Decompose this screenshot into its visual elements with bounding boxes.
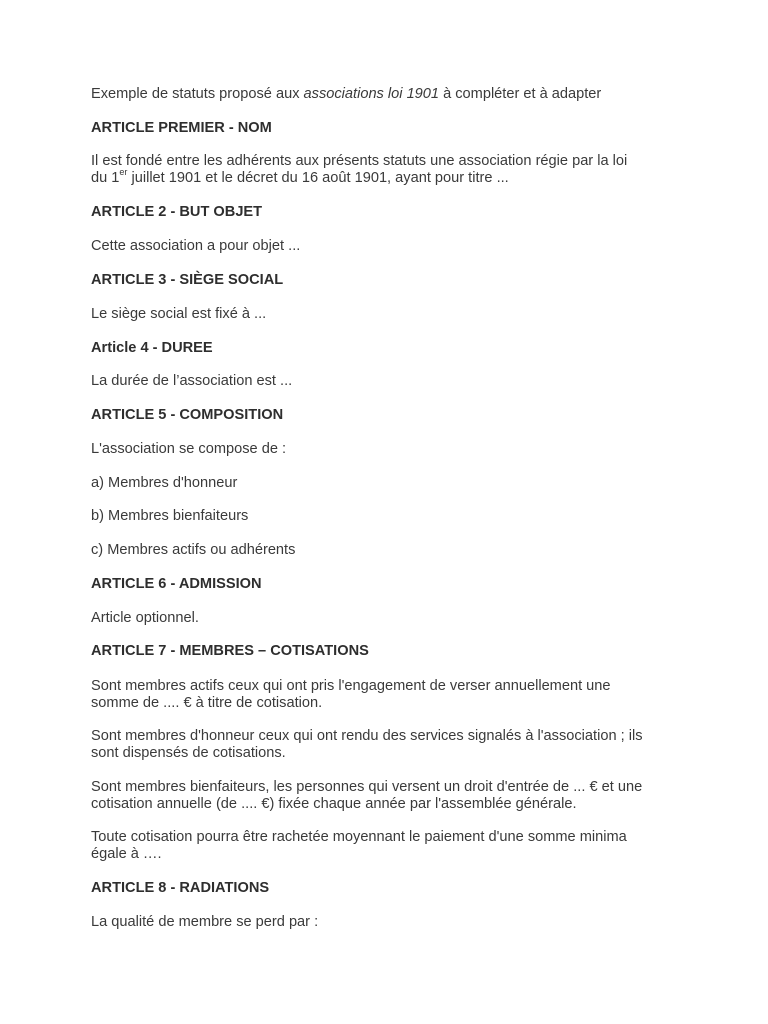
intro-text: Exemple de statuts proposé aux — [91, 86, 304, 102]
article-7-para-4-line-1: Toute cotisation pourra être rachetée moyennant le paiement d'une somme minima — [91, 829, 627, 845]
article-1-body-line-2 — [91, 167, 509, 187]
article-7-para-1-line-2: somme de .... € à titre de cotisation. — [91, 695, 323, 711]
article-1-body-line-1: Il est fondé entre les adhérents aux présents statuts une association régie par la loi — [91, 153, 628, 169]
article-4-body: La durée de l’association est ... — [91, 373, 293, 389]
article-8-heading: ARTICLE 8 - RADIATIONS — [91, 880, 270, 896]
article-1-body-prefix: du 1 — [91, 170, 120, 186]
article-6-heading: ARTICLE 6 - ADMISSION — [91, 576, 262, 592]
article-6-body: Article optionnel. — [91, 610, 199, 626]
article-5-body: L'association se compose de : — [91, 441, 287, 457]
intro-text-end: à compléter et à adapter — [439, 86, 602, 102]
article-7-para-4-line-2: égale à …. — [91, 846, 162, 862]
article-2-body: Cette association a pour objet ... — [91, 238, 301, 254]
article-1-heading: ARTICLE PREMIER - NOM — [91, 120, 272, 136]
article-3-body: Le siège social est fixé à ... — [91, 306, 267, 322]
article-5-heading: ARTICLE 5 - COMPOSITION — [91, 407, 284, 423]
article-7-para-2-line-1: Sont membres d'honneur ceux qui ont rendu des services signalés à l'association ; ils — [91, 728, 643, 744]
article-7-heading: ARTICLE 7 - MEMBRES – COTISATIONS — [91, 643, 369, 659]
intro-italic-text: associations loi 1901 — [303, 86, 440, 102]
list-item: b) Membres bienfaiteurs — [91, 508, 249, 524]
article-4-heading: Article 4 - DUREE — [91, 340, 213, 356]
intro-line — [91, 86, 601, 103]
article-7-para-3-line-1: Sont membres bienfaiteurs, les personnes qui versent un droit d'entrée de ... € et une — [91, 779, 643, 795]
article-1-superscript: er — [119, 167, 128, 178]
article-7-para-2-line-2: sont dispensés de cotisations. — [91, 745, 286, 761]
article-1-body-suffix: juillet 1901 et le décret du 16 août 1901, ayant pour titre ... — [127, 170, 509, 186]
article-2-heading: ARTICLE 2 - BUT OBJET — [91, 204, 263, 220]
list-item: c) Membres actifs ou adhérents — [91, 542, 296, 558]
article-7-para-1-line-1: Sont membres actifs ceux qui ont pris l'engagement de verser annuellement une — [91, 678, 611, 694]
article-3-heading: ARTICLE 3 - SIÈGE SOCIAL — [91, 272, 284, 288]
article-8-body: La qualité de membre se perd par : — [91, 914, 319, 930]
article-7-para-3-line-2: cotisation annuelle (de .... €) fixée chaque année par l'assemblée générale. — [91, 796, 577, 812]
list-item: a) Membres d'honneur — [91, 475, 238, 491]
